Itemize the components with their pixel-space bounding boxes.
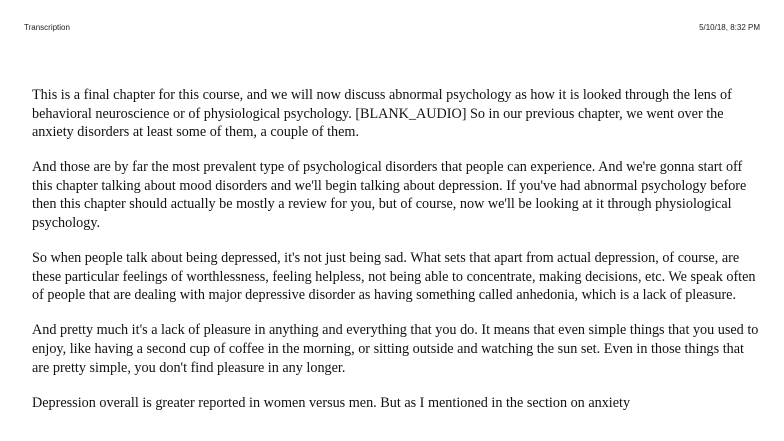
paragraph: And pretty much it's a lack of pleasure in anything and everything that you do. It means that even simple things that you used to enjoy, like having a second cup of coffee in the morning, or sitting outside and watching the sun set. Even in those things that are pretty simple, you don't find pleasure in any longer. [32, 322, 759, 376]
transcription-body [32, 86, 762, 429]
paragraph: So when people talk about being depressed, it's not just being sad. What sets that apart from actual depression, of course, are these particular feelings of worthlessness, feeling helpless, not being able to concentrate, making decisions, etc. We speak often of people that are dealing with major depressive disorder as having something called anhedonia, which is a lack of pleasure. [32, 250, 756, 304]
paragraph: This is a final chapter for this course, and we will now discuss abnormal psychology as how it is looked through the lens of behavioral neuroscience or of physiological psychology. [BLANK_AUDIO] So in our previous chapter, we went over the anxiety disorders at least some of them, a couple of them. [32, 87, 732, 141]
print-timestamp: 5/10/18, 8:32 PM [699, 23, 760, 32]
document-title: Transcription [24, 23, 70, 32]
paragraph: Depression overall is greater reported in women versus men. But as I mentioned in the section on anxiety [32, 394, 631, 411]
paragraph: And those are by far the most prevalent type of psychological disorders that people can experience. And we're gonna start off this chapter talking about mood disorders and we'll begin talking about depression. If you've had abnormal psychology before then this chapter should actually be mostly a review for you, but of course, now we'll be looking at it through physiological psychology. [32, 159, 747, 232]
page-header [24, 22, 760, 34]
